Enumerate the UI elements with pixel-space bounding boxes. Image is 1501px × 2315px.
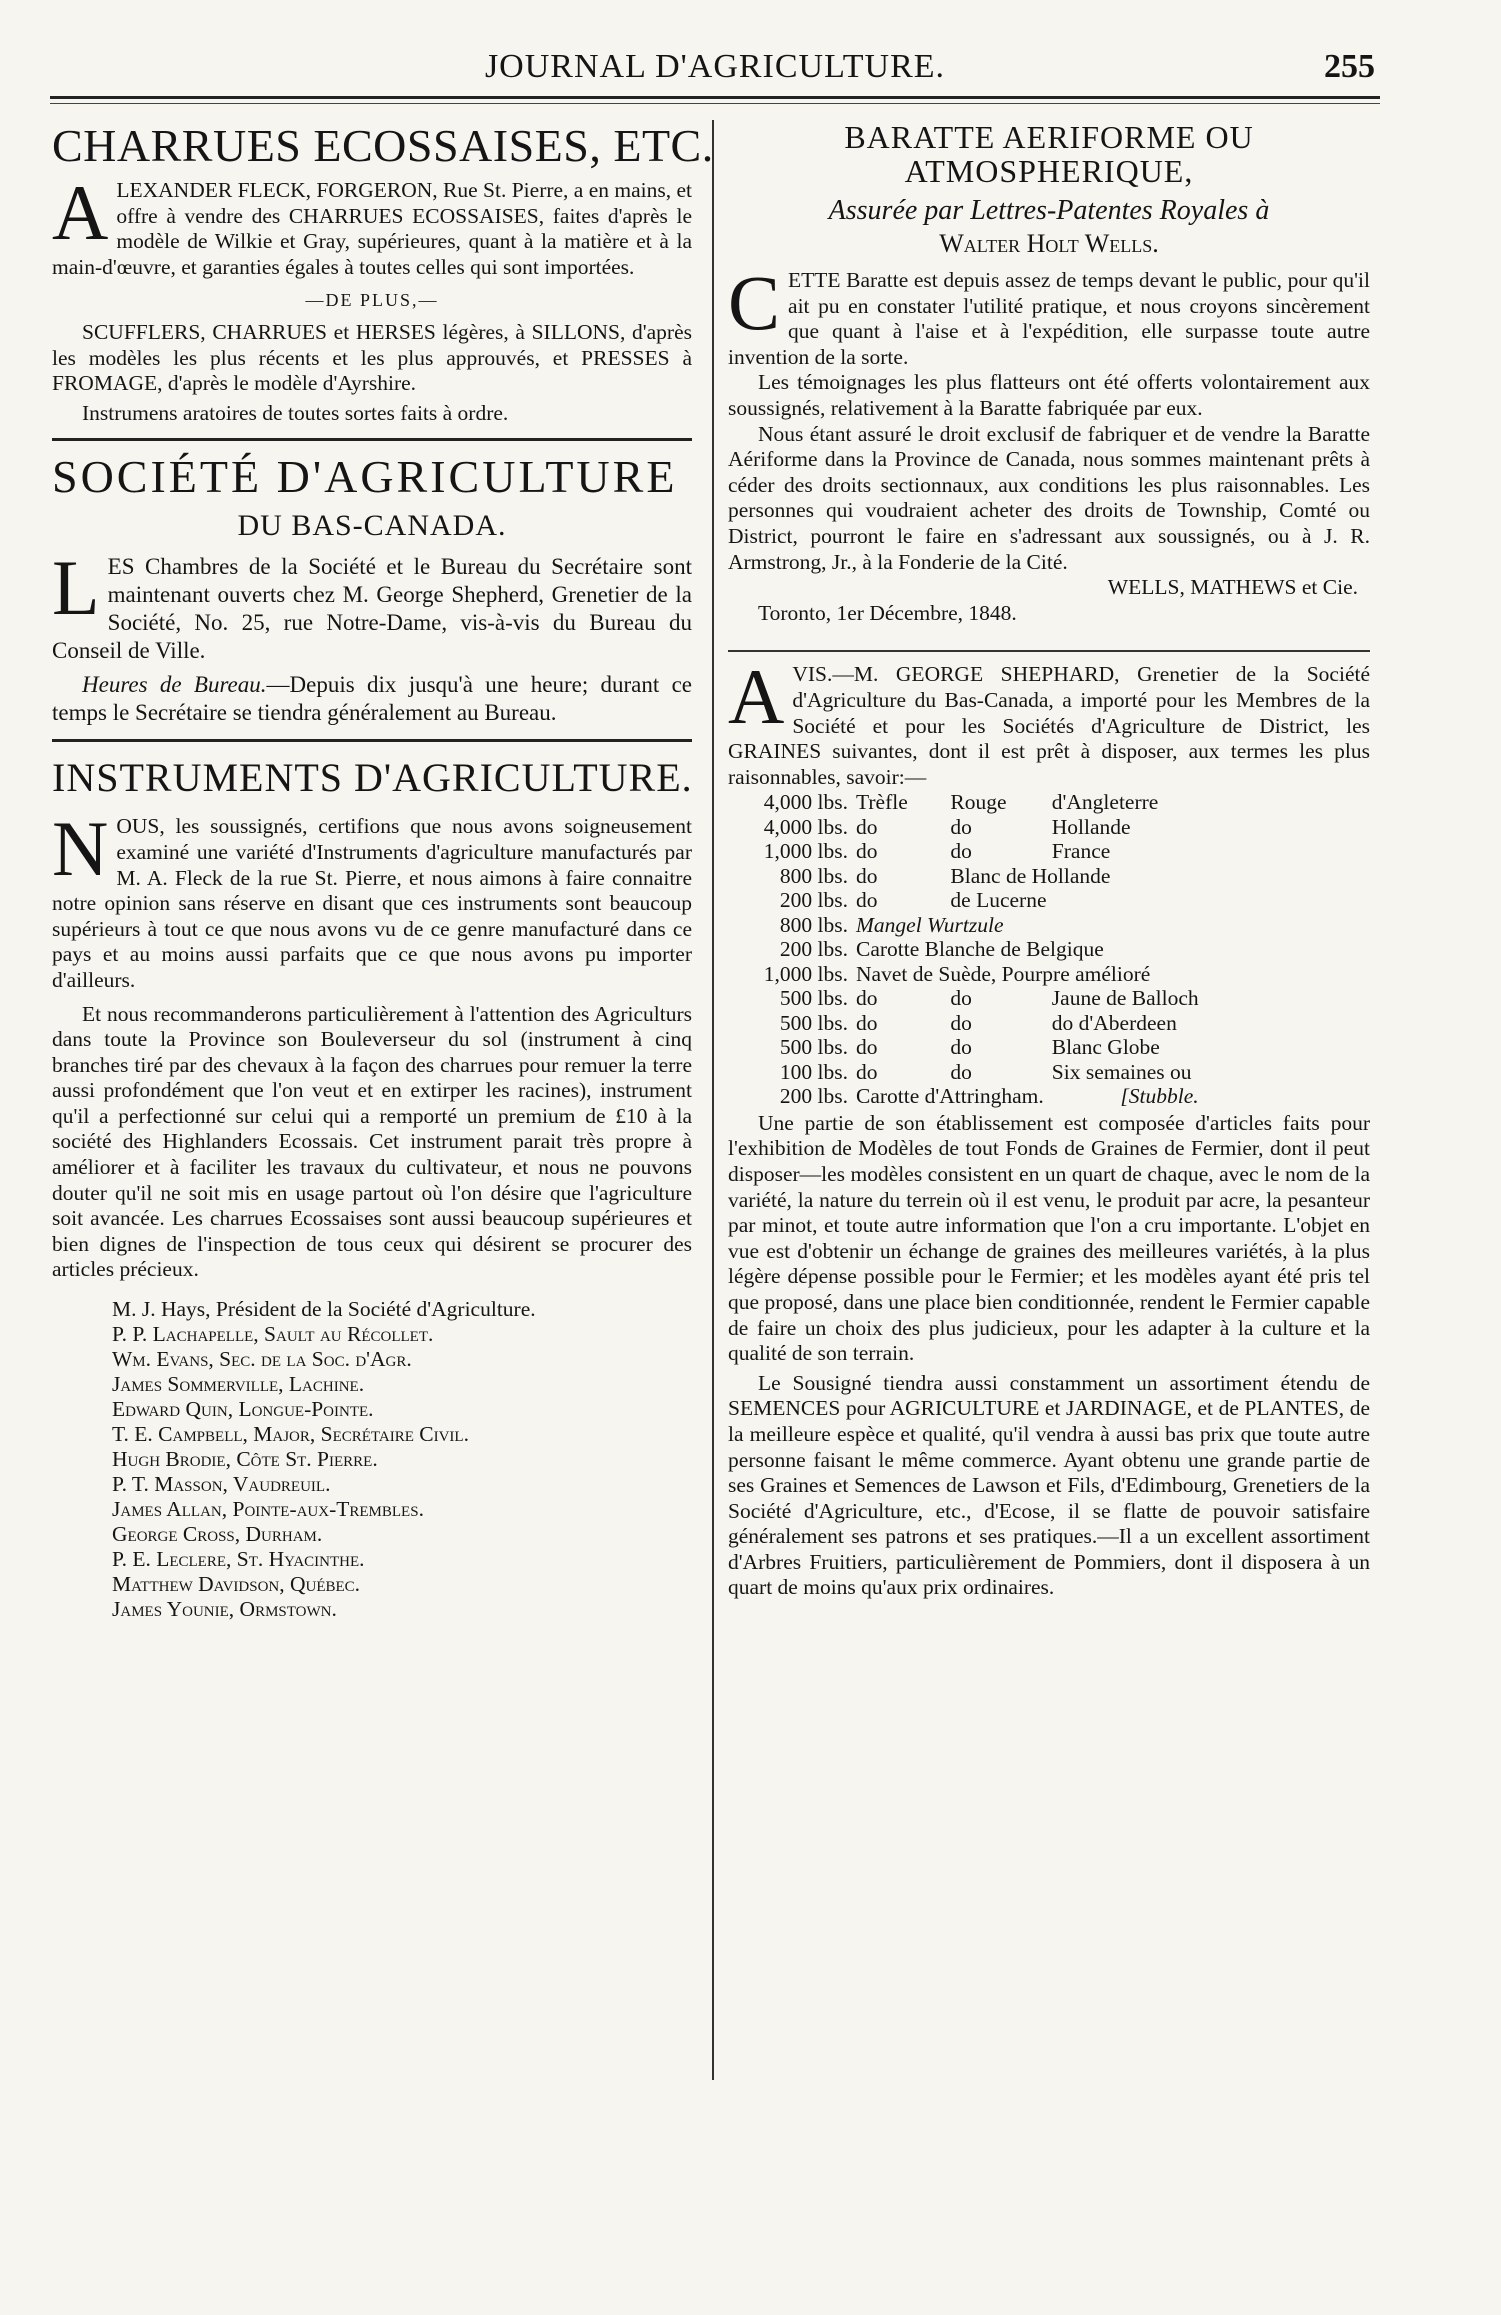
baratte-signature: WELLS, MATHEWS et Cie. (1107, 575, 1358, 600)
bureau-hours-label: Heures de Bureau. (82, 672, 267, 698)
signature-line: Matthew Davidson, Québec. (112, 1572, 361, 1597)
dropcap-l: L (52, 544, 100, 632)
seed-name: Trèfle (856, 790, 908, 815)
instruments-heading: INSTRUMENTS D'AGRICULTURE. (52, 755, 693, 801)
seed-origin: Jaune de Balloch (1051, 986, 1199, 1011)
table-row (738, 1060, 1207, 1085)
charrues-text-1: LEXANDER FLECK, FORGERON, Rue St. Pierre, a en mains, et offre à vendre des CHARRUES ECOSSAISES, faites d'après le modèle de Wilkie et Gray, supérieures, quant à la matière et à la main-d'œuvre, et garanties égales à toutes celles qui sont importées. (52, 178, 693, 279)
seed-name: do (856, 986, 878, 1011)
baratte-para-3: Nous étant assuré le droit exclusif de fabriquer et de vendre la Baratte Aériforme dans la Province de Canada, nous sommes maintenant prêts à céder des droits sectionnaux, aux conditions les plus raisonnables. Les personnes qui voudraient acheter des droits de Township, Comté ou District, pourront le faire en s'adressant aux soussignés, ou à J. R. Armstrong, Jr., à la Fonderie de la Cité. (728, 421, 1370, 574)
baratte-patentee: Walter Holt Wells. (939, 229, 1159, 258)
seed-name: Mangel Wurtzule (856, 912, 1004, 937)
instruments-text-1: OUS, les soussignés, certifions que nous avons soigneusement examiné une variété d'Instruments d'agriculture manufacturés par M. A. Fleck de la rue St. Pierre, et nous aimons à faire connaitre notre opinion sans réserve en disant que ces instruments sont beaucoup supérieurs à tout ce que nous avons vu de ce genre manufacturé dans ce pays et au moins aussi parfaits que ce que nous avons pu importer d'ailleurs. (52, 814, 692, 992)
charrues-heading: CHARRUES ECOSSAISES, ETC. (52, 120, 714, 171)
seed-qty: 800 lbs. (779, 912, 848, 937)
signature-line: Wm. Evans, Sec. de la Soc. d'Agr. (112, 1347, 412, 1372)
seed-origin: Six semaines ou (1051, 1059, 1192, 1084)
table-row (738, 986, 1207, 1011)
section-rule (728, 650, 1370, 652)
seed-qty: 200 lbs. (779, 1084, 848, 1109)
table-row (738, 864, 1207, 889)
dropcap-a: A (52, 169, 109, 256)
avis-para-1 (728, 653, 1370, 790)
seed-variety: Rouge (950, 790, 1007, 815)
seed-variety: do (950, 986, 972, 1011)
avis-para-3: Le Sousigné tiendra aussi constamment un assortiment étendu de SEMENCES pour AGRICULTURE et JARDINAGE, et de PLANTES, de la meilleure espèce et qualité, qu'il vendra à aussi bas prix que toute autre personne faisant le même commerce. Ayant obtenu une grande partie de ses Graines et Semences de Lawson et Fils, d'Edimbourg, Grenetiers de la Société d'Agriculture, etc., d'Ecose, il se flatte de pouvoir satisfaire généralement ses patrons et ses pratiques.—Il a un excellent assortiment d'Arbres Fruitiers, particulièrement de Pommiers, dont il disposera à un quart de moins qu'aux prix ordinaires. (728, 1370, 1370, 1600)
seed-qty: 500 lbs. (779, 1010, 848, 1035)
seed-variety: do (950, 814, 972, 839)
avis-advert (728, 653, 1370, 1601)
header-rule-thin (50, 103, 1380, 104)
seed-variety: do (950, 1010, 972, 1035)
table-row (738, 839, 1207, 864)
seeds-table (738, 790, 1207, 1109)
table-row (738, 962, 1207, 987)
dropcap-n: N (52, 805, 109, 893)
seed-variety: do (950, 1059, 972, 1084)
seed-name: Carotte d'Attringham. (856, 1084, 1044, 1109)
charrues-advert (52, 120, 714, 426)
societe-advert (52, 451, 692, 727)
seed-qty: 1,000 lbs. (763, 839, 848, 864)
seed-origin: [Stubble. (1120, 1084, 1199, 1109)
baratte-date: Toronto, 1er Décembre, 1848. (758, 600, 1017, 625)
signature-line: James Younie, Ormstown. (112, 1597, 337, 1622)
societe-subheading: DU BAS-CANADA. (237, 509, 507, 543)
signature-line: James Allan, Pointe-aux-Trembles. (112, 1497, 424, 1522)
page-number: 255 (1324, 48, 1375, 85)
signature-line: Hugh Brodie, Côte St. Pierre. (112, 1447, 378, 1472)
seed-qty: 100 lbs. (779, 1059, 848, 1084)
seed-name: do (856, 1010, 878, 1035)
seed-origin: Blanc Globe (1051, 1035, 1160, 1060)
seed-name: do (856, 814, 878, 839)
seed-qty: 1,000 lbs. (763, 961, 848, 986)
header-rule (50, 96, 1380, 99)
seed-variety: Blanc de Hollande (950, 863, 1111, 888)
societe-para-2 (52, 671, 692, 727)
table-row (738, 1035, 1207, 1060)
instruments-para-2: Et nous recommanderons particulièrement à l'attention des Agriculturs dans toute la Province son Bouleverseur du sol (instrument à cinq branches tiré par des chevaux à la façon des charrues pour remuer la terre aussi profondément que l'on veut et en extirper les racines), instrument qu'il a perfectionné sur celui qui a remporté un premium de £10 à la société des Highlanders Ecossais. Cet instrument parait très propre à améliorer et à faciliter les travaux du cultivateur, et nous ne pouvons douter qu'il ne soit mis en usage partout où l'on désire que l'agriculture soit avancée. Les charrues Ecossaises sont aussi beaucoup supérieures et bien dignes de l'inspection de tous ceux qui désirent se procurer des articles précieux. (52, 1001, 692, 1282)
seed-variety: do (950, 1035, 972, 1060)
seed-name: do (856, 1035, 878, 1060)
seed-name: Navet de Suède, Pourpre amélioré (856, 961, 1151, 986)
signatures-list (52, 1297, 692, 1622)
seed-qty: 800 lbs. (779, 863, 848, 888)
societe-para-1 (52, 544, 692, 665)
de-plus: —DE PLUS,— (305, 290, 439, 311)
instruments-advert (52, 752, 692, 1622)
baratte-text-1: ETTE Baratte est depuis assez de temps devant le public, pour qu'il ait pu en constater l'utilité pratique, et nous croyons sincèrement que quant à l'aise et à l'expédition, elle surpasse toute autre invention de la sorte. (728, 268, 1370, 369)
signature-line: T. E. Campbell, Major, Secrétaire Civil. (112, 1422, 469, 1447)
table-row (738, 1011, 1207, 1036)
table-row (738, 888, 1207, 913)
journal-title: JOURNAL D'AGRICULTURE. (484, 48, 946, 85)
baratte-advert (728, 120, 1370, 626)
left-column (52, 120, 714, 1622)
seed-qty: 200 lbs. (779, 888, 848, 913)
seed-name: do (856, 1059, 878, 1084)
running-header (55, 48, 1375, 88)
table-row (738, 937, 1207, 962)
seed-name: do (856, 839, 878, 864)
table-row (738, 913, 1207, 938)
right-column (728, 120, 1370, 1601)
seed-qty: 4,000 lbs. (763, 814, 848, 839)
societe-text-1: ES Chambres de la Société et le Bureau du Secrétaire sont maintenant ouverts chez M. George Shepherd, Grenetier de la Société, No. 25, rue Notre-Dame, vis-à-vis du Bureau du Conseil de Ville. (52, 554, 692, 664)
dropcap-a: A (728, 653, 785, 741)
charrues-para-3: Instrumens aratoires de toutes sortes faits à ordre. (82, 400, 509, 425)
section-rule (52, 739, 692, 742)
seed-origin: d'Angleterre (1051, 790, 1159, 815)
signature-line: George Cross, Durham. (112, 1522, 323, 1547)
baratte-subheading: Assurée par Lettres-Patentes Royales à (828, 195, 1270, 226)
seed-origin: Hollande (1051, 814, 1131, 839)
signature-line: P. P. Lachapelle, Sault au Récollet. (112, 1322, 434, 1347)
seed-name: do (856, 863, 878, 888)
seed-qty: 200 lbs. (779, 937, 848, 962)
seed-name: Carotte Blanche de Belgique (856, 937, 1104, 962)
table-row (738, 815, 1207, 840)
column-divider (712, 120, 714, 2080)
bureau-hours-text: —Depuis dix jusqu'à une heure; durant ce temps le Secrétaire se tiendra généralement au Bureau. (52, 672, 693, 726)
seed-variety: do (950, 839, 972, 864)
signature-line: P. E. Leclere, St. Hyacinthe. (112, 1547, 365, 1572)
charrues-para-2: SCUFFLERS, CHARRUES et HERSES légères, à SILLONS, d'après les modèles les plus récents et les plus approuvés, et PRESSES à FROMAGE, d'après le modèle d'Ayrshire. (52, 319, 692, 396)
section-rule (52, 438, 692, 441)
table-row (738, 1084, 1207, 1109)
dropcap-c: C (728, 259, 781, 346)
seed-qty: 500 lbs. (779, 986, 848, 1011)
seed-variety: de Lucerne (950, 888, 1047, 913)
seed-qty: 500 lbs. (779, 1035, 848, 1060)
avis-para-2: Une partie de son établissement est composée d'articles faits pour l'exhibition de Modèles de tout Fonds de Graines de Fermier, dont il peut disposer—les modèles consistent en un quart de chaque, avec le nom de la variété, la nature du terrein où il est venu, le produit par acre, la pesanteur par minot, et toute autre information que l'on a cru importante. L'objet en vue est d'obtenir un échange de graines des meilleures variétés, à la plus légère dépense possible pour le Fermier; et les modèles ayant été pris tel que proposé, dans une place bien conditionnée, rendent le Fermier capable de faire un choix des plus judicieux, pour les adapter à la culture et la qualité de son terrain. (728, 1110, 1370, 1366)
signature-line: James Sommerville, Lachine. (112, 1372, 365, 1397)
signature-line: P. T. Masson, Vaudreuil. (112, 1472, 331, 1497)
signature-line: Edward Quin, Longue-Pointe. (112, 1397, 374, 1422)
charrues-para-1 (52, 169, 693, 280)
avis-text-1: VIS.—M. GEORGE SHEPHARD, Grenetier de la Société d'Agriculture du Bas-Canada, a importé pour les Membres de la Société et pour les Sociétés d'Agriculture de District, les GRAINES suivantes, dont il est prêt à disposer, aux termes les plus raisonnables, savoir:— (728, 662, 1370, 789)
baratte-heading: BARATTE AERIFORME OU ATMOSPHERIQUE, (844, 119, 1254, 189)
signature-line: M. J. Hays, Président de la Société d'Agriculture. (112, 1297, 536, 1322)
baratte-para-1 (728, 259, 1370, 370)
societe-heading: SOCIÉTÉ D'AGRICULTURE (52, 451, 678, 503)
table-row (738, 790, 1207, 815)
instruments-para-1 (52, 805, 692, 993)
seed-origin: do d'Aberdeen (1051, 1010, 1177, 1035)
seed-name: do (856, 888, 878, 913)
seed-origin: France (1051, 839, 1111, 864)
seed-qty: 4,000 lbs. (763, 790, 848, 815)
baratte-para-2: Les témoignages les plus flatteurs ont été offerts volontairement aux soussignés, relativement à la Baratte fabriquée par eux. (728, 370, 1370, 420)
